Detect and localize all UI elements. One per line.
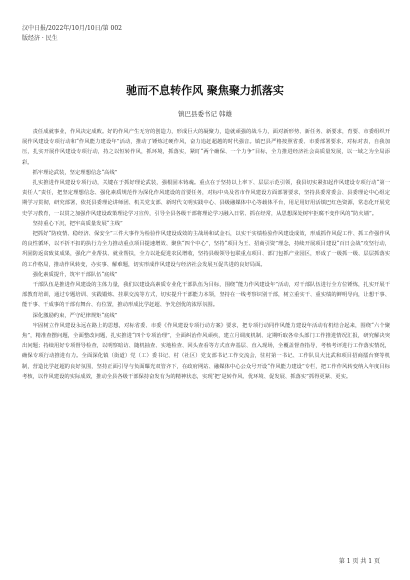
paragraph: 把抓好“防疫情、稳经济、保安全”三件大事作为检验作风建设成效的主战场和试金石，以实干实绩检验作风建设成效，形成抓作风促工作、抓工作强作风的良性循环，以不折不扣的执行力全力推动重点项目提速增效、聚焦“四个中心”，坚持“项目为王、招商引资”理念，持续开展项目建设“百日会战”攻坚行动，巩固防返贫致贫成果，强化产业帮扶、就业帮扶，全力以赴促进农民增收，坚持县级领导包联重点项目、部门包抓产业园区，形成了一级抓一级、层层抓落实的工作格局，推动作风转变，办实事、解难题，切实形成作风建设与经济社会发展互促共进的良好局面。 [22,231,390,268]
article-author: 镇巴县委书记 韩雄 [177,110,233,118]
page-number: 第 1 页 共 1 页 [338,558,380,565]
paragraph: 扎实推进作风建设专项行动，关键在于抓好理论武装，强根固本铸魂。重点在于坚持以上率下、层层示范引领，我县切实紧扣起作风建设专项行动“第一责任人”责任，把坚定理想信念、强化素质规范作为深化作风建设的首要任务，对标中央及省市作风建设方面部署要求，坚持县委常委会、县委理论中心组定期学习贯彻，研究部署，依托县委理论讲师团、机关党支部、新时代文明实践中心、县级融媒体中心等载体平台，用足用好用活镇巴红色资源，常态化开展党史学习教育，一以贯之加强作风建设政策理论学习宣传，引导全县各级干部将理论学习融入日常、抓在经常，从思想深处树牢拒腐不变作风的“防火墙”。 [22,180,390,217]
paragraph: 责任成就事业，作风决定成败。好的作风产生无穷的创造力，形成巨大的凝聚力，造就顽强的战斗力，面对新形势、新任务、新要求，育要、市委组织开展作风建设专项行动和“作风能力建设年”活动，推动了锤炼过硬作风，奋力追赶超越的时代强音。镇巴县严格按照省委、市委部署要求，对标对表，自我加压，扎实开展作风建设专项行动，持之以恒转作风，抓环境，抓落实，紧盯“两个确保、一个力争”目标，全力推进经济社会高质量发展，以一域之为全局添彩。 [22,129,390,166]
paragraph: 干部队伍是推进作风建设的主体力量，我们以建设高素质专业化干部队伍为目标，围绕“能力作风建设年”活动，对干部队伍进行全方位锤炼，扎实开展干部教育培训，通过专题培训、实践锻炼、挂职交流等方式，切实提升干部能力本领，坚持在一线考察识别干部，树立重实干、重实绩的鲜明导向，让想干事、能干事、干成事的干部有舞台、有位置，推动形成比学赶超、争先创优的浓厚氛围。 [22,282,390,309]
section-heading: 深化激励约束，严守纪律规矩“底线” [32,312,118,319]
article-title: 驰而不息转作风 聚焦聚力抓落实 [126,84,284,97]
publication-meta-line: 版经济 · 民生 [22,34,58,42]
paragraph: 牢固树立作风建设永远在路上的思想，对标省委、市委《作风建设专项行动方案》要求，把专项行动同作风能力建设年活动有机结合起来，围绕“六个聚焦”，精准查摆问题，全面整改问题，扎实推进“四个专项治理”，全面纠治作风顽疾，建立月调度机制、定期听取各牵头部门工作推进情况汇报，研究解决突出问题；持续用好专项督导检查，以明察暗访、随机抽查、实地检查、回头查看等方式直奔基层、直入现场，全覆盖督查指导，考核考评进行工作落实情况，确保专项行动推进有力。全面深化镇（街道）党（工）委书记、村（社区）党支部书记工作交流会，驻村第一书记、工作队员大比武和项目招商擂台赛等机制，营造比学赶超的良好氛围，坚持正面引导与负面曝光双管齐下，在政府网站、融媒体中心公众号开设“作风能力建设”专栏，把工作作风转变纳入年度目标考核，以作风建设的实际成效，推动全县各级干部保持奋发有为的精神状态，实现‘把’是转作风、优环境、促发展、抓落实”抓得更紧、更实。 [22,322,390,380]
publication-meta-line: 汉中日报/2022年/10月/10日/第 002 [22,25,122,32]
section-heading: 抓牢理论武装，坚定理想信念“高线” [32,169,118,176]
section-heading: 强化素质提升，筑牢干部队伍“底线” [32,271,118,278]
section-heading: 坚持重心下沉，把牢高质量发展“主线” [32,220,123,227]
article-body [22,127,390,382]
publication-meta [22,24,122,43]
